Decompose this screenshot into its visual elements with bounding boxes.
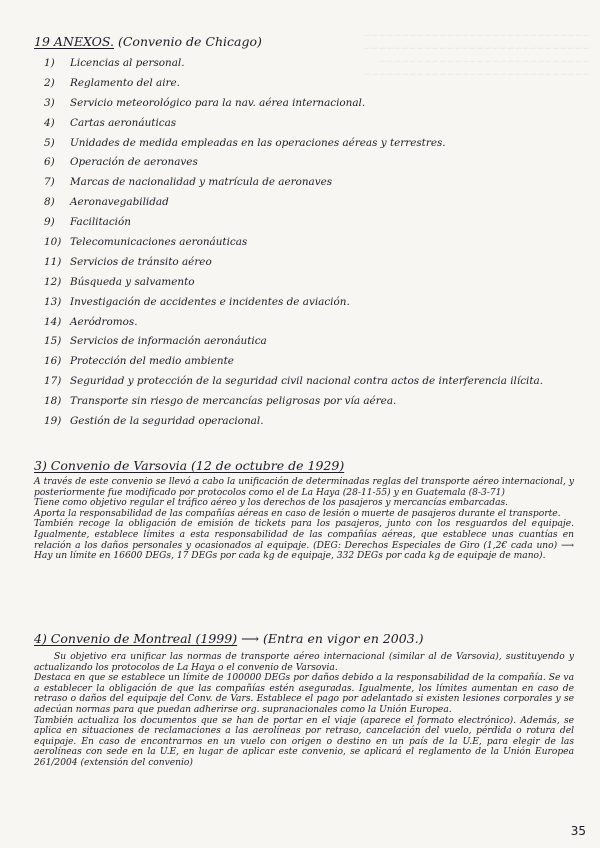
montreal-note: (Entra en vigor en 2003.) — [262, 631, 424, 646]
list-item: 12) Búsqueda y salvamento — [44, 275, 195, 288]
list-item: 9) Facilitación — [44, 216, 131, 229]
paragraph: También recoge la obligación de emisión de tickets para los pasajeros, junto con los resguardos del equipaje. Igualmente, establece límites a esta responsabilidad de las compañías aéreas, que establece unas cuantías en relación a los daños personales y ocasionados al equipaje. (DEG: Derechos Especiales de Giro (1,2€ cada uno) ⟶ Hay un límite en 16600 DEGs, 17 DEGs por cada kg de equipaje, 332 DEGs por cada kg de equipaje de mano). — [34, 519, 574, 562]
list-item: 3) Servicio meteorológico para la nav. aérea internacional. — [44, 96, 366, 109]
montreal-heading — [34, 631, 424, 646]
list-item: 16) Protección del medio ambiente — [44, 355, 234, 368]
paragraph: Destaca en que se establece un límite de 100000 DEGs por daños debido a la responsabilidad de la compañía. Se va a establecer la obligación de que las compañías estén aseguradas. Igualmente, los límites aumentan en caso de retraso o daños del equipaje del Conv. de Vars. Establece el pago por adelantado si existen lesiones corporales y se adecúan normas para que puedan adherirse org. supranacionales como la Unión Europea. — [34, 673, 574, 715]
list-item: 14) Aeródromos. — [44, 315, 138, 328]
list-item: 5) Unidades de medida empleadas en las operaciones aéreas y terrestres. — [44, 136, 446, 149]
bleed-through-text: ~~~~~~~~~~~~~~~~~~~~~~~~~~~~~~ ~~~~~~~~~~~~~~~~~~~~~~~~~~~~~~ ~~~~~~~~~~~~~~~~~~~~~~~~~~~~ ~~~~~~~~~~~~~~~~~~~~~~~~~~~~~~ — [363, 31, 590, 80]
list-item: 6) Operación de aeronaves — [44, 156, 198, 169]
annexes-subtitle: (Convenio de Chicago) — [117, 34, 262, 49]
list-item: 7) Marcas de nacionalidad y matrícula de aeronaves — [44, 176, 333, 189]
paragraph: Su objetivo era unificar las normas de transporte aéreo internacional (similar al de Varsovia), sustituyendo y actualizando los protocolos de La Haya o el convenio de Varsovia. — [34, 652, 574, 673]
list-item: 19) Gestión de la seguridad operacional. — [44, 415, 264, 428]
list-item: 2) Reglamento del aire. — [44, 76, 180, 89]
varsovia-heading — [34, 458, 344, 473]
montreal-body — [34, 652, 574, 769]
page-number: 35 — [570, 824, 586, 838]
varsovia-title: 3) Convenio de Varsovia (12 de octubre de 1929) — [34, 458, 345, 473]
annexes-title: 19 ANEXOS. — [34, 34, 114, 49]
montreal-title: 4) Convenio de Montreal (1999) — [34, 631, 238, 646]
list-item: 10) Telecomunicaciones aeronáuticas — [44, 236, 248, 249]
list-item: 1) Licencias al personal. — [44, 57, 185, 69]
paragraph: Aporta la responsabilidad de las compañías aéreas en caso de lesión o muerte de pasajeros durante el transporte. — [34, 508, 561, 519]
list-item: 17) Seguridad y protección de la seguridad civil nacional contra actos de interferencia ilícita. — [44, 375, 544, 388]
list-item: 11) Servicios de tránsito aéreo — [44, 255, 212, 268]
paragraph: A través de este convenio se llevó a cabo la unificación de determinadas reglas del transporte aéreo internacional, y posteriormente fue modificado por protocolos como el de La Haya (28-11-55) y en Guatemala (8-3-71) — [34, 477, 574, 498]
list-item: 18) Transporte sin riesgo de mercancías peligrosas por vía aérea. — [44, 395, 397, 408]
annex-list — [44, 54, 543, 432]
list-item: 15) Servicios de información aeronáutica — [44, 335, 267, 348]
list-item: 13) Investigación de accidentes e incidentes de aviación. — [44, 295, 350, 308]
list-item: 8) Aeronavegabilidad — [44, 196, 169, 209]
arrow-icon: ⟶ — [241, 631, 259, 646]
paragraph: También actualiza los documentos que se han de portar en el viaje (aparece el formato electrónico). Además, se aplica en situaciones de reclamaciones a las aerolíneas por retraso, cancelación del vuelo, pérdida o rotura del equipaje. En caso de encontrarnos en un vuelo con origen o destino en un país de la U.E, para elegir de las aerolíneas con sede en la U.E, en lugar de aplicar este convenio, se aplicará el reglamento de la Unión Europea 261/2004 (extensión del convenio) — [34, 715, 574, 768]
varsovia-body — [34, 477, 574, 562]
list-item: 4) Cartas aeronáuticas — [44, 116, 177, 129]
paragraph: Tiene como objetivo regular el tráfico aéreo y los derechos de los pasajeros y mercancías embarcadas. — [34, 498, 509, 509]
annexes-heading — [34, 34, 262, 49]
